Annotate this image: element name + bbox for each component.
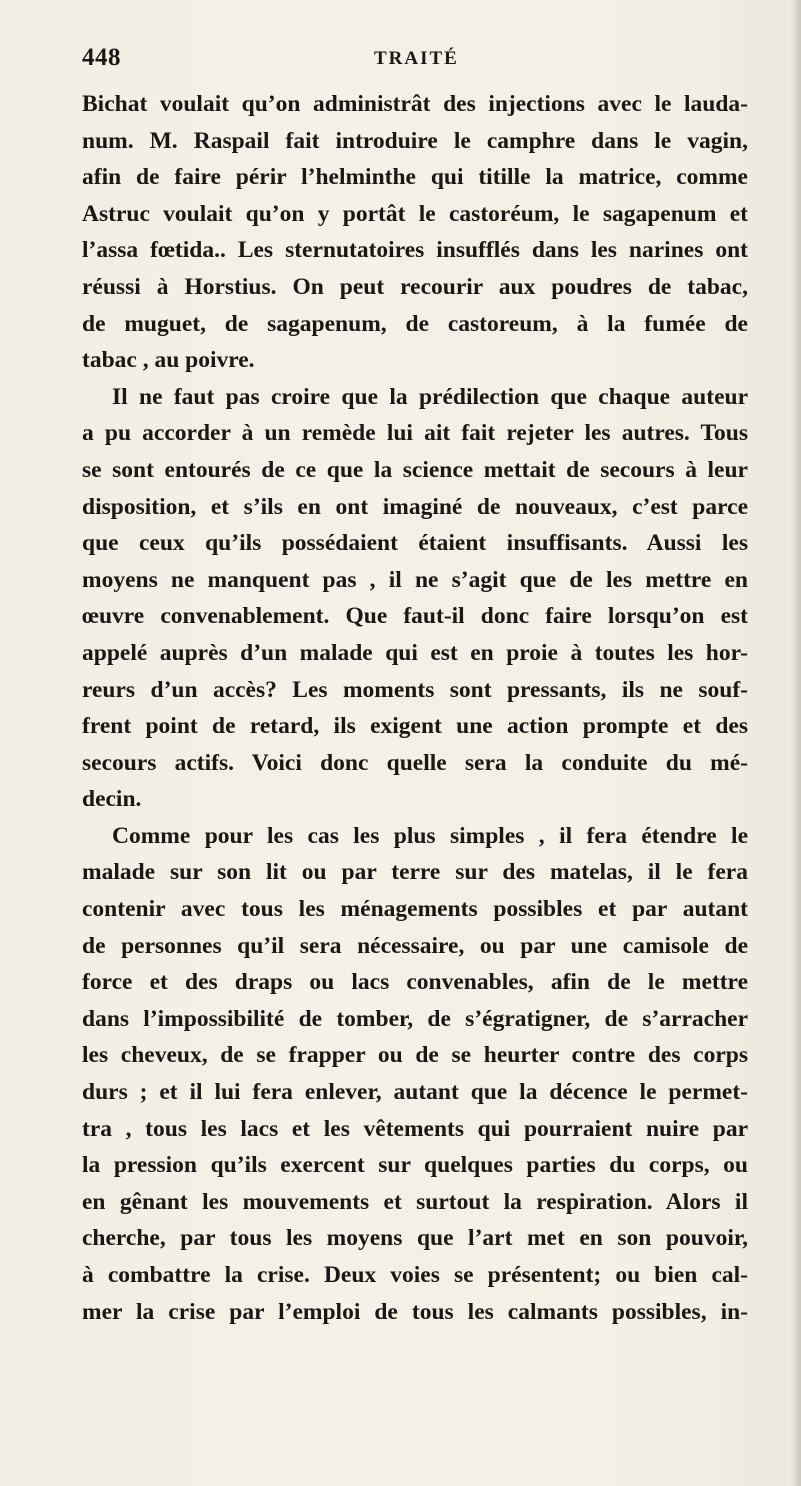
text-line: à combattre la crise. Deux voies se présentent; ou bien cal- <box>82 1262 748 1288</box>
text-line: Comme pour les cas les plus simples , il fera étendre le <box>112 822 748 849</box>
text-line: Il ne faut pas croire que la prédilection que chaque auteur <box>112 383 748 410</box>
text-line: decin. <box>82 786 142 813</box>
page-edge-shadow <box>791 0 801 1486</box>
body-text <box>82 86 748 1330</box>
text-line: tabac , au poivre. <box>82 347 255 374</box>
text-line: la pression qu’ils exercent sur quelques parties du corps, ou <box>82 1152 748 1179</box>
page-number: 448 <box>82 44 121 71</box>
text-line: les cheveux, de se frapper ou de se heurter contre des corps <box>82 1042 748 1069</box>
text-line: tra , tous les lacs et les vêtements qui pourraient nuire par <box>82 1115 748 1142</box>
text-line: a pu accorder à un remède lui ait fait rejeter les autres. Tous <box>82 420 748 447</box>
text-line: durs ; et il lui fera enlever, autant que la décence le permet- <box>82 1079 748 1106</box>
text-line: dans l’impossibilité de tomber, de s’égratigner, de s’arracher <box>82 1005 748 1032</box>
text-line: force et des draps ou lacs convenables, afin de le mettre <box>82 969 748 996</box>
text-line: secours actifs. Voici donc quelle sera la conduite du mé- <box>82 749 748 776</box>
text-line: disposition, et s’ils en ont imaginé de nouveaux, c’est parce <box>82 493 748 520</box>
text-line: œuvre convenablement. Que faut-il donc faire lorsqu’on est <box>82 603 748 630</box>
text-line: malade sur son lit ou par terre sur des matelas, il le fera <box>82 859 748 886</box>
text-line: frent point de retard, ils exigent une action prompte et des <box>82 713 748 740</box>
text-line: contenir avec tous les ménagements possibles et par autant <box>82 896 748 923</box>
page-header <box>82 44 742 84</box>
text-line: réussi à Horstius. On peut recourir aux poudres de tabac, <box>82 273 748 300</box>
text-line: de personnes qu’il sera nécessaire, ou par une camisole de <box>82 932 748 959</box>
text-line: afin de faire périr l’helminthe qui titille la matrice, comme <box>82 164 748 191</box>
text-line: Bichat voulait qu’on administrât des injections avec le lauda- <box>82 91 748 117</box>
text-line: que ceux qu’ils possédaient étaient insuffisants. Aussi les <box>82 530 748 557</box>
text-line: l’assa fœtida.. Les sternutatoires insufflés dans les narines ont <box>82 237 748 264</box>
text-line: num. M. Raspail fait introduire le camphre dans le vagin, <box>82 127 748 154</box>
text-line: mer la crise par l’emploi de tous les calmants possibles, in- <box>82 1298 748 1325</box>
text-line: appelé auprès d’un malade qui est en proie à toutes les hor- <box>82 639 748 666</box>
text-line: en gênant les mouvements et surtout la respiration. Alors il <box>82 1188 748 1215</box>
text-line: reurs d’un accès? Les moments sont pressants, ils ne souf- <box>82 676 748 703</box>
text-line: moyens ne manquent pas , il ne s’agit que de les mettre en <box>82 566 748 593</box>
text-line: se sont entourés de ce que la science mettait de secours à leur <box>82 456 748 483</box>
text-line: Astruc voulait qu’on y portât le castoréum, le sagapenum et <box>82 200 748 227</box>
text-line: de muguet, de sagapenum, de castoreum, à la fumée de <box>82 310 748 337</box>
text-line: cherche, par tous les moyens que l’art met en son pouvoir, <box>82 1225 748 1252</box>
running-title: TRAITÉ <box>374 48 459 69</box>
